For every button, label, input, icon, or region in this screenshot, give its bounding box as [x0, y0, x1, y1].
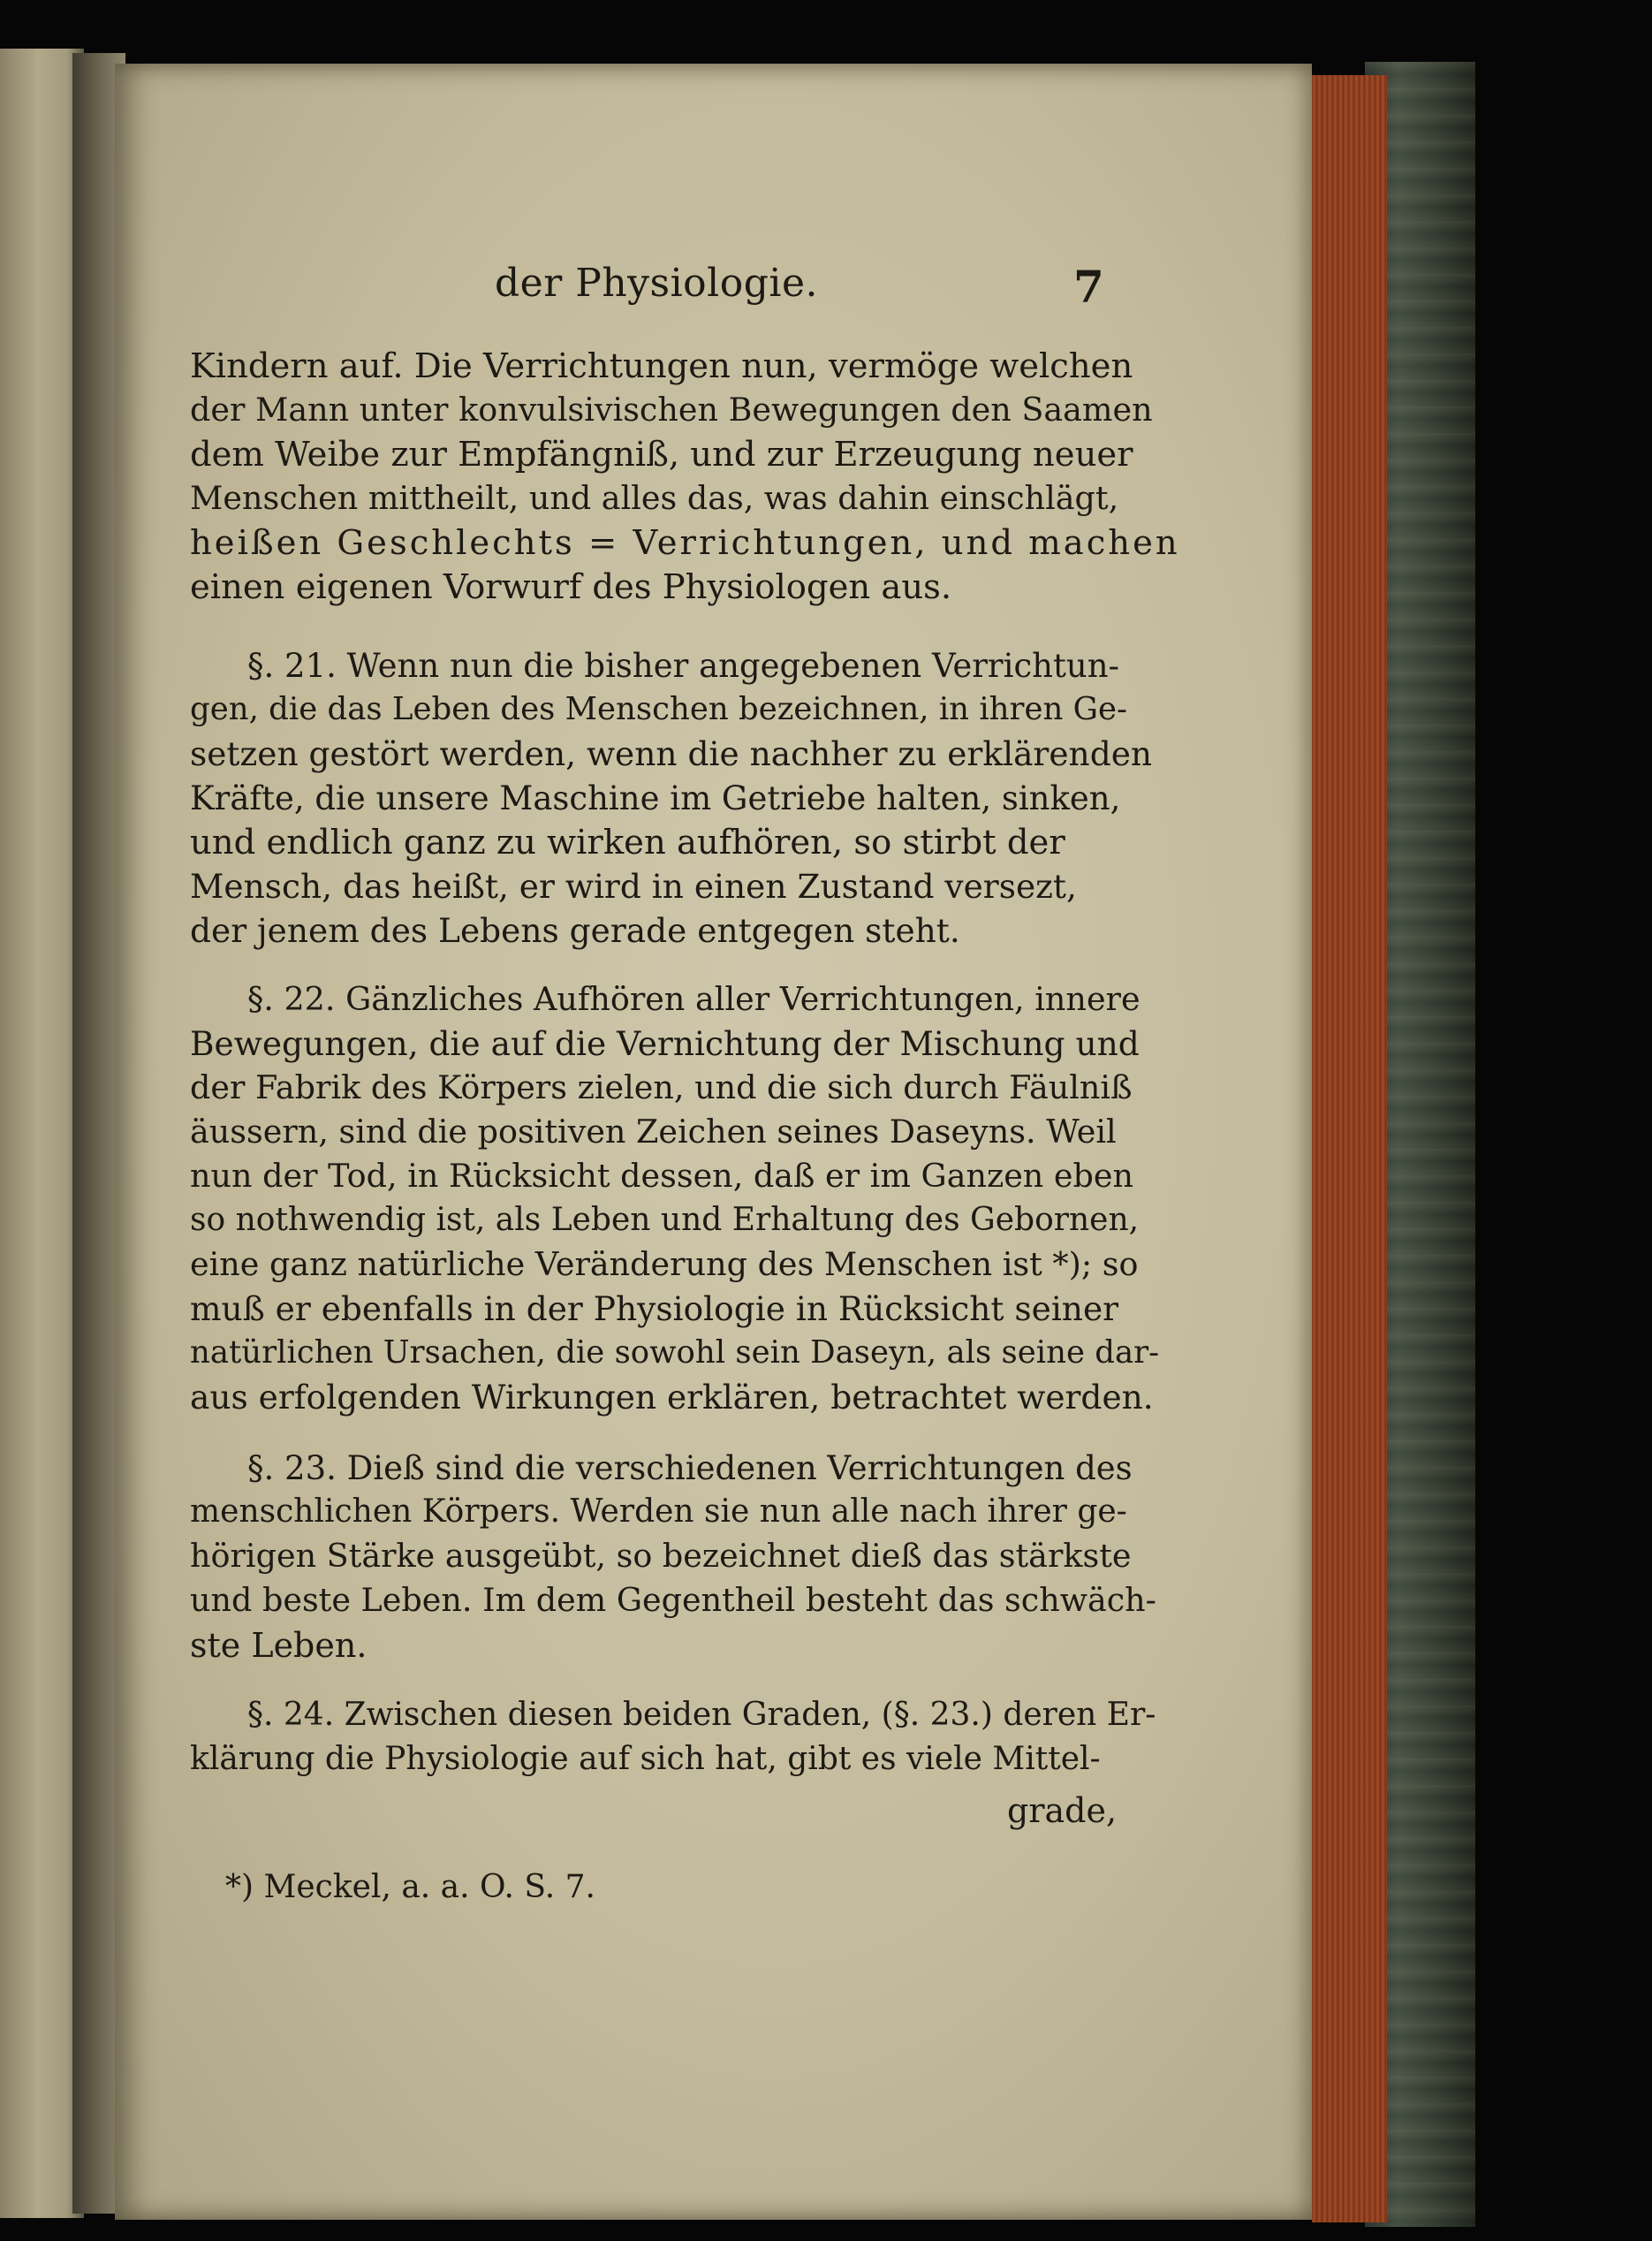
footnote: *) Meckel, a. a. O. S. 7.	[225, 1869, 595, 1905]
text-line: §. 21. Wenn nun die bisher angegebenen Verrichtun-	[247, 647, 1120, 685]
text-line: Kräfte, die unsere Maschine im Getriebe halten, sinken,	[190, 779, 1121, 817]
text-line: setzen gestört werden, wenn die nachher zu erklärenden	[190, 734, 1153, 773]
text-line: heißen Geschlechts = Verrichtungen, und machen	[190, 523, 1180, 563]
text-line: der Mann unter konvulsivischen Bewegungen den Saamen	[190, 391, 1153, 429]
text-line: und beste Leben. Im dem Gegentheil besteht das schwäch-	[190, 1581, 1157, 1619]
text-line: der jenem des Lebens gerade entgegen steht.	[190, 911, 960, 950]
text-line: natürlichen Ursachen, die sowohl sein Daseyn, als seine dar-	[190, 1334, 1160, 1371]
text-line: ste Leben.	[190, 1626, 368, 1665]
text-line: dem Weibe zur Empfängniß, und zur Erzeugung neuer	[190, 435, 1133, 475]
text-line: menschlichen Körpers. Werden sie nun alle nach ihrer ge-	[190, 1493, 1127, 1530]
text-line: §. 22. Gänzliches Aufhören aller Verrichtungen, innere	[247, 980, 1140, 1018]
page-number: 7	[1073, 261, 1105, 313]
text-line: eine ganz natürliche Veränderung des Menschen ist *); so	[190, 1245, 1139, 1283]
text-line: Bewegungen, die auf die Vernichtung der Mischung und	[190, 1024, 1140, 1063]
text-line: klärung die Physiologie auf sich hat, gibt es viele Mittel-	[190, 1741, 1101, 1777]
text-line: Mensch, das heißt, er wird in einen Zustand versezt,	[190, 867, 1077, 906]
running-head: der Physiologie.	[495, 261, 818, 306]
text-line: aus erfolgenden Wirkungen erklären, betrachtet werden.	[190, 1378, 1154, 1417]
text-line: Kindern auf. Die Verrichtungen nun, vermöge welchen	[190, 346, 1133, 386]
catchword: grade,	[1007, 1791, 1118, 1830]
text-line: einen eigenen Vorwurf des Physiologen aus.	[190, 567, 952, 607]
text-line: §. 24. Zwischen diesen beiden Graden, (§. 23.) deren Er-	[247, 1697, 1156, 1733]
text-line: Menschen mittheilt, und alles das, was dahin einschlägt,	[190, 479, 1119, 517]
text-line: nun der Tod, in Rücksicht dessen, daß er im Ganzen eben	[190, 1157, 1133, 1195]
text-line: gen, die das Leben des Menschen bezeichnen, in ihren Ge-	[190, 691, 1128, 727]
page-edges	[1312, 75, 1387, 2222]
text-line: und endlich ganz zu wirken aufhören, so stirbt der	[190, 823, 1065, 862]
text-line: so nothwendig ist, als Leben und Erhaltung des Gebornen,	[190, 1202, 1140, 1238]
text-line: äussern, sind die positiven Zeichen seines Daseyns. Weil	[190, 1113, 1117, 1151]
text-line: muß er ebenfalls in der Physiologie in Rücksicht seiner	[190, 1289, 1119, 1328]
text-line: hörigen Stärke ausgeübt, so bezeichnet dieß das stärkste	[190, 1537, 1132, 1575]
text-line: §. 23. Dieß sind die verschiedenen Verrichtungen des	[247, 1449, 1133, 1487]
text-line: der Fabrik des Körpers zielen, und die sich durch Fäulniß	[190, 1068, 1133, 1106]
left-facing-page	[0, 49, 84, 2218]
